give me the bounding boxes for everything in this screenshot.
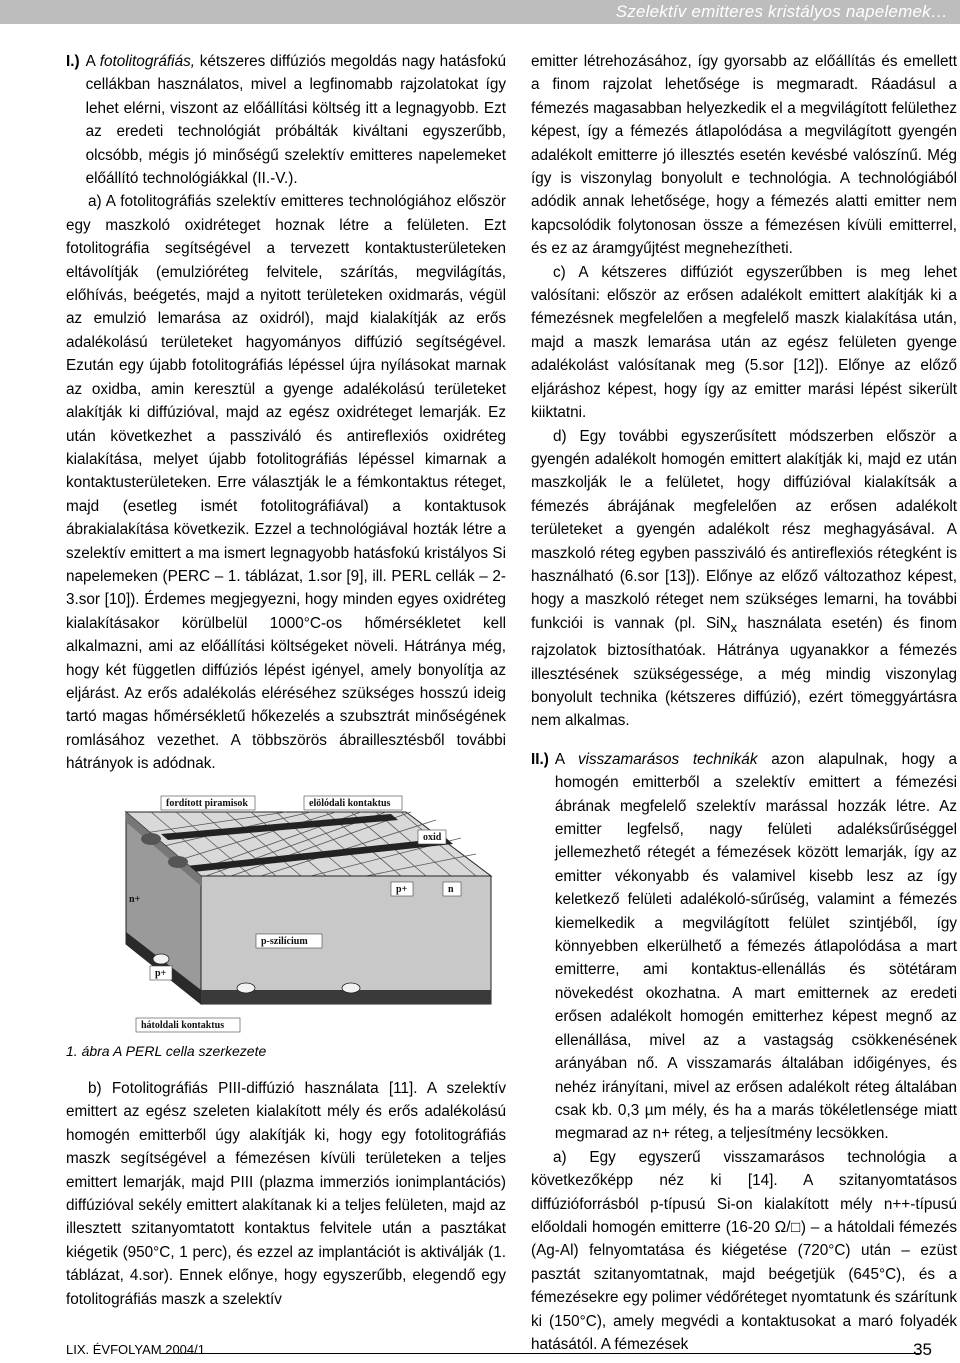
section-i-marker: I.) <box>66 53 80 70</box>
label-p-plus-top: p+ <box>396 883 408 895</box>
paragraph-b-continued: emitter létrehozásához, így gyorsabb az előállítás és emellett a finom rajzolat lehetősége is megmaradt. Ráadásul a fémezés magasabban helyezkedik el a megvilágított felülethez képest, így a fémezés átlapolódása a megvilágított gyengén adalékolt emitterre jó illesztés esetén kevésbé valószínű. Még így is viszonylag bonyolult e technológia. A technológiából adódik annak lehetősége, hogy a fémezés alatti emitter nem kapcsolódik folytonosan össze a fémezésen kívüli emitterrel, és ez az áramgyűjtést megnehezítheti. <box>531 53 957 258</box>
section-i-italic-term: fotolitográfiás, <box>99 53 195 70</box>
section-i-text-b: kétszeres diffúziós megoldás nagy hatásfokú cellákban használatos, mivel a legfinomabb rajzolatokat így lehet elérni, viszont az előállítási költség itt a legnagyobb. Ezt az eredeti technológiát próbálták kiváltani egyszerűbb, olcsóbb, mégis jó minőségű szelektív emitteres napelemeket előállító technológiákkal (II.-V.). <box>85 53 506 188</box>
p-plus-point-2 <box>237 983 255 993</box>
n-plus-region-1 <box>141 833 161 845</box>
label-n-plus: n+ <box>129 893 141 905</box>
running-header-title: Szelektív emitteres kristályos napelemek… <box>615 2 948 21</box>
footer-rule <box>160 1353 920 1354</box>
label-inverted-pyramids: fordított piramisok <box>166 797 248 809</box>
paragraph-a-etch-back: a) Egy egyszerű visszamarásos technológia a következőképp néz ki [14]. A szitanyomtatásos diffúzióforrásból p-típusú Si-on kialakított mély n++-típusú előoldali homogén emitterre (16-20 Ω/□) – a hátoldali fémezés (Ag-Al) felnyomtatása és kiégetése (720°C) után – ezüst pasztát szitanyomtatnak, majd beégetjük (645°C), és a fémezésekre egy polimer védőréteget nyomtatunk és szárítunk ki (150°C), amely megvédi a kontaktusokat a maró folyadék hatásától. A fémezések <box>531 1148 957 1353</box>
section-i <box>66 50 506 190</box>
paragraph-a-photolithography: a) A fotolitográfiás szelektív emitteres technológiához először egy maszkoló oxidréteget hoznak létre a felületen. Ezt fotolitográfia segítségével a tervezett kontaktusterületeken eltávolítják (emulzióréteg felvitele, szárítás, megvilágítás, előhívás, beégetés, majd a nyitott területeken oxidmarás, végül az emulzió lemarása az oxidról), majd kialakítják az erős adalékolású területeket hagyományos diffúzió segítségével. Ezután egy újabb fotolitográfiás lépéssel újra nyílásokat marnak az oxidba, amin keresztül a gyenge adalékolású területeket alakítják ki diffúzióval, majd az egész oxidréteget lemarják. Ez után következhet a passziváló és antireflexiós oxidréteg kialakítása, melyet újabb fotolitográfiás lépéssel kimarnak a kontaktusterületeken. Erre választják le a fémkontaktus réteget, majd (esetleg ismét fotolitográfiával) a kontaktusok ábrakialakítása következik. Ezzel a technológiával hozták létre a szelektív emittert a ma ismert legnagyobb hatásfokú kristályos Si napelemeken (PERC – 1. táblázat, 1.sor [9], ill. PERL cellák – 2-3.sor [10]). Érdemes megjegyezni, hogy minden egyes oxidréteg kialakításakor körülbelül 1000°C-os hőmérsékletet kell alkalmazni, ami az előállítási költségeket növeli. Hátránya még, hogy két független diffúziós lépést igényel, amely bonyolítja az eljárást. Az erős adalékolás eléréséhez szükséges hosszú ideig tartó magas hőmérsékletű hőkezelés a szubsztrát minőségének romlásához vezethet. A többszörös ábraillesztésből további hátrányok is adódnak. <box>66 193 506 773</box>
label-p-plus-bottom: p+ <box>155 967 167 979</box>
section-ii-text-a: A <box>554 750 578 768</box>
label-oxide: oxid <box>423 831 442 843</box>
perl-cell-diagram <box>66 794 506 1034</box>
section-i-paragraph <box>86 50 506 190</box>
section-ii-marker: II.) <box>531 750 549 768</box>
paragraph-d-simplified-method <box>531 425 957 733</box>
p-plus-point-3 <box>342 983 360 993</box>
section-i-text-a: A <box>85 53 100 70</box>
paragraph-d-text-b: használata esetén) és finom rajzolatok biztosíthatóak. Hátránya ugyanakkor a fémezés illesztésének szükségessége, a még mindig viszonylag bonyolult technika (kétszeres diffúzió), ezért tömeggyártásra nem alkalmas. <box>531 614 957 730</box>
section-ii <box>531 748 957 1146</box>
label-p-silicon: p-szilícium <box>261 935 308 947</box>
paragraph-c-double-diffusion: c) A kétszeres diffúziót egyszerűbben is meg lehet valósítani: először az erősen adalékolt emittert alakítják ki a fémezésnek megfelelően a megfelelő maszk kialakítása után, majd a maszk lemarása után az egész felületen gyenge adalékolást valósítanak meg (5.sor [12]). Előnye az előző eljáráshoz képest, hogy így az emitter marási lépést sikerült kiiktatni. <box>531 263 957 422</box>
page-number: 35 <box>913 1340 932 1359</box>
figure-perl-cell <box>66 794 506 1063</box>
p-plus-point-1 <box>153 954 169 964</box>
section-ii-text-b: azon alapulnak, hogy a homogén emitterből a szelektív emittert a fémezési ábrának megfelelő szelektív marással hozzák létre. Az emitter legfelső, nagy felületi adaléksűrűséggel jellemezhető rétegét a fémezések között lemarják, így az emitter vékonyabb és valamivel kisebb lesz az így keletkező felületi adalékoló-sűrűség, valamint a fémezés kiemelkedik a megvilágított felület szintjéből, így könnyebben elkerülhető a fémezés átlapolódása a mart emitterre, ami kontaktus-ellenállás és sötétáram növekedést okozhatna. A mart emitternek az eredeti erősen adalékolt homogén emitterhez képest megnő az ellenállása, mivel az a vastagság csökkenésének arányában nő. A visszamarás általában időigényes, és nehéz irányítani, mivel az erősen adalékolt réteg általában csak kb. 0,3 µm mély, és ha a marás tökéletlensége miatt megmarad az n+ réteg, a teljesítmény lecsökken. <box>554 750 957 1143</box>
label-n: n <box>448 883 454 895</box>
figure-caption: 1. ábra A PERL cella szerkezete <box>66 1042 267 1059</box>
header-bar <box>0 0 960 24</box>
section-ii-italic-term: visszamarásos technikák <box>577 750 758 768</box>
paragraph-b-piii-diffusion: b) Fotolitográfiás PIII-diffúzió használata [11]. A szelektív emittert az egész szeleten kialakított mély és erős adalékolású homogén emitterből úgy alakítják ki, hogy egy fotolitográfiás maszk segítségével a fémezésen kívüli területeken a teljes emittert lemarják, majd PIII (plazma immerziós ionimplantációs) diffúzióval sekély emittert alakítanak ki a teljes felületen, majd az illesztett szitanyomtatott kontaktus felvitele után a pasztákat kiégetik (950°C, 1 perc), és ezzel az implantációt is aktiválják (1. táblázat, 4.sor). Ennek előnye, hogy egyszerűbb, elegendő egy fotolitográfiás maszk a szelektív <box>66 1080 506 1308</box>
label-rear-contact: hátoldali kontaktus <box>141 1019 225 1031</box>
left-column <box>66 50 506 1311</box>
footer-issue: LIX. ÉVFOLYAM 2004/1 <box>66 1342 205 1357</box>
section-ii-paragraph <box>555 748 957 1146</box>
right-column <box>531 50 957 1356</box>
n-plus-region-2 <box>168 856 188 868</box>
sinx-subscript: x <box>730 619 737 635</box>
paragraph-d-text-a: d) Egy további egyszerűsített módszerben először a gyengén adalékolt homogén emittert alakítják ki, majd ez után maszkolják le a felületet, hogy diffúzióval kialakítsák a fémezés ábrájának megfelelően az erősen adalékolt területeket a gyengén adalékolt rész meghagyásával. A maszkoló réteg egyben passziváló és antireflexiós rétegként is használható (6.sor [13]). Előnye az előző változathoz képest, hogy a maszkoló réteget nem szükséges lemarni, ha további funkciói is vannak (pl. SiN <box>531 427 957 632</box>
label-front-contact: elölódali kontaktus <box>309 797 391 809</box>
